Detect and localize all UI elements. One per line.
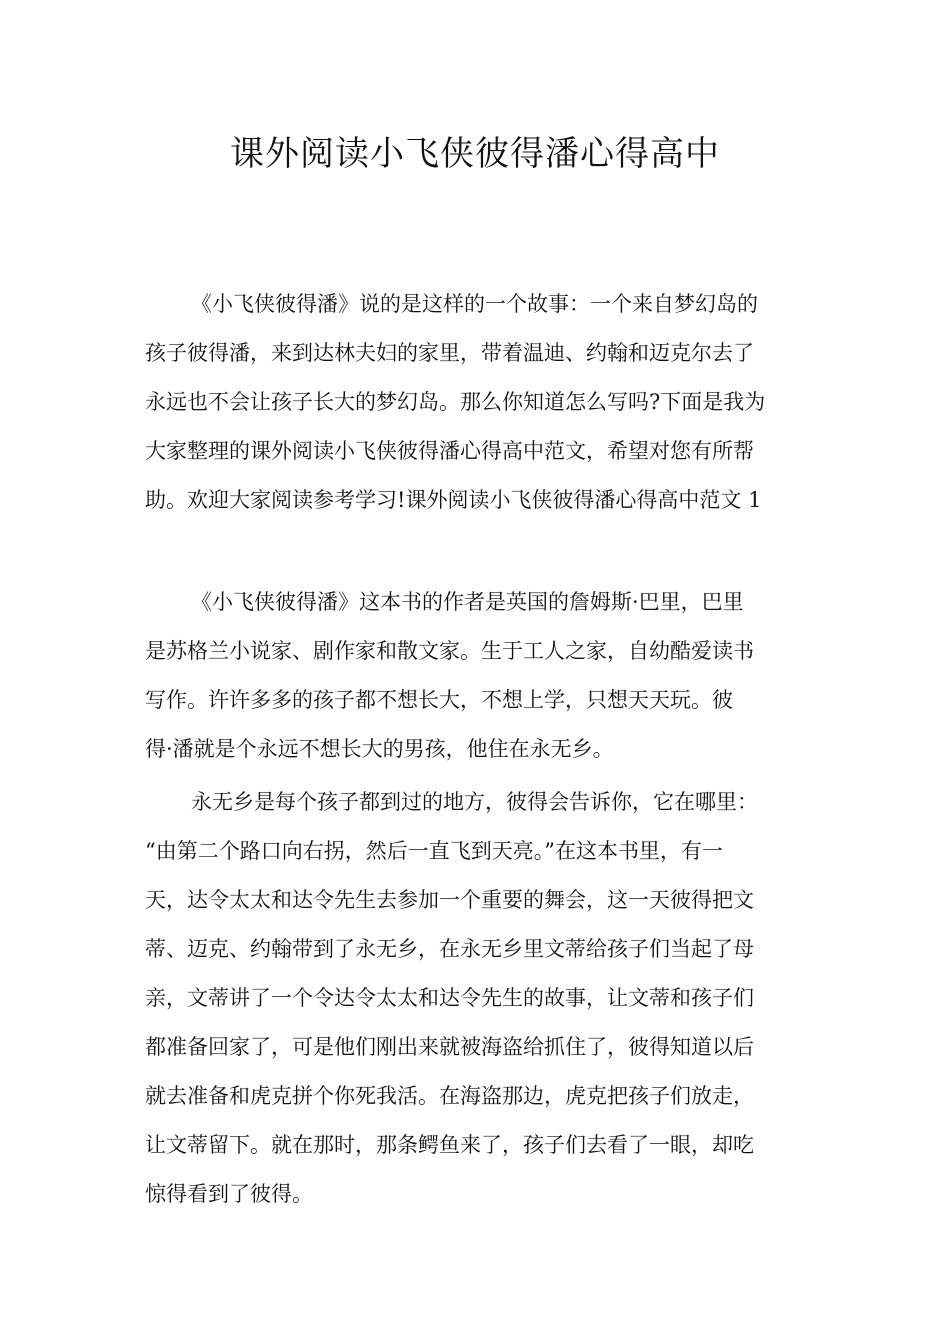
paragraph-line: 孩子彼得潘，来到达林夫妇的家里，带着温迪、约翰和迈克尔去了 [145,341,754,365]
paragraph-2 [145,578,807,774]
paragraph-line: 得·潘就是个永远不想长大的男孩，他住在永无乡。 [145,737,614,761]
document-title: 课外阅读小飞侠彼得潘心得高中 [230,134,720,174]
paragraph-line: “由第二个路口向右拐，然后一直飞到天亮。”在这本书里，有一 [145,839,723,863]
paragraph-line: 助。欢迎大家阅读参考学习!课外阅读小飞侠彼得潘心得高中范文 1 [145,488,762,512]
paragraph-line: 惊得看到了彼得。 [145,1182,313,1206]
paragraph-line: 蒂、迈克、约翰带到了永无乡，在永无乡里文蒂给孩子们当起了母 [145,937,754,961]
paragraph-line: 让文蒂留下。就在那时，那条鳄鱼来了，孩子们去看了一眼，却吃 [145,1133,754,1157]
paragraph-line: 大家整理的课外阅读小飞侠彼得潘心得高中范文，希望对您有所帮 [145,439,754,463]
paragraph-1 [145,280,807,525]
paragraph-3 [145,778,807,1219]
paragraph-line: 永远也不会让孩子长大的梦幻岛。那么你知道怎么写吗?下面是我为 [145,390,766,414]
paragraph-line: 就去准备和虎克拼个你死我活。在海盗那边，虎克把孩子们放走， [145,1084,754,1108]
paragraph-line: 天，达令太太和达令先生去参加一个重要的舞会，这一天彼得把文 [145,888,754,912]
paragraph-line: 亲，文蒂讲了一个令达令太太和达令先生的故事，让文蒂和孩子们 [145,986,754,1010]
paragraph-line: 《小飞侠彼得潘》这本书的作者是英国的詹姆斯·巴里，巴里 [191,590,744,614]
paragraph-line: 都准备回家了，可是他们刚出来就被海盗给抓住了，彼得知道以后 [145,1035,754,1059]
paragraph-line: 永无乡是每个孩子都到过的地方，彼得会告诉你，它在哪里： [191,790,758,814]
paragraph-line: 是苏格兰小说家、剧作家和散文家。生于工人之家，自幼酷爱读书 [145,639,754,663]
paragraph-line: 写作。许许多多的孩子都不想长大，不想上学，只想天天玩。彼 [145,688,733,712]
paragraph-line: 《小飞侠彼得潘》说的是这样的一个故事：一个来自梦幻岛的 [191,292,758,316]
